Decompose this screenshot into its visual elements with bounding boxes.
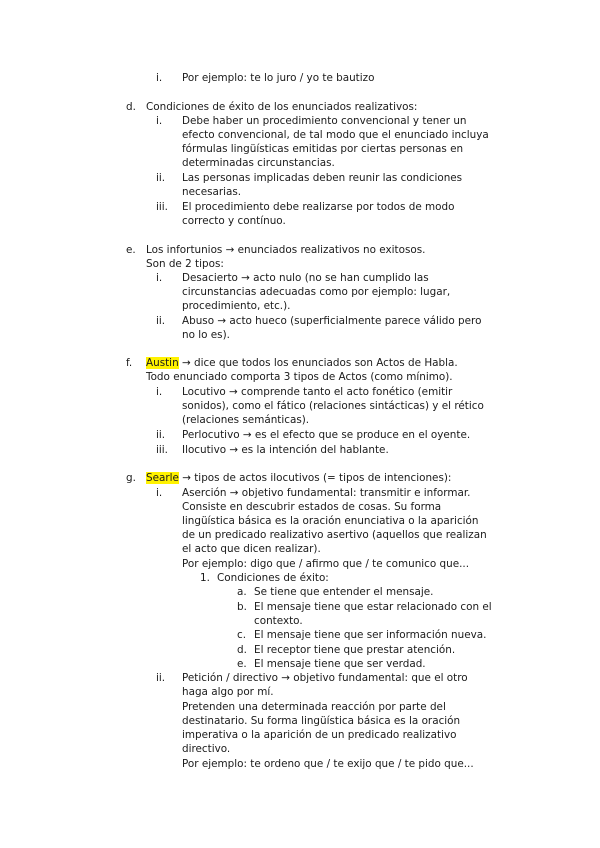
list-item-text: El receptor tiene que prestar atención. — [254, 644, 456, 656]
section-heading-text: → tipos de actos ilocutivos (= tipos de intenciones): — [178, 472, 452, 484]
list-item-text: imperativa o la aparición de un predicado realizativo — [182, 729, 457, 741]
list-marker: iii. — [156, 444, 168, 456]
list-item-text: Perlocutivo → es el efecto que se produce en el oyente. — [182, 429, 471, 441]
list-item-text: Las personas implicadas deben reunir las condiciones — [182, 172, 463, 184]
list-marker: i. — [156, 386, 163, 398]
list-item-text: Se tiene que entender el mensaje. — [254, 586, 434, 598]
list-marker: i. — [156, 72, 163, 84]
list-item-text: El mensaje tiene que estar relacionado con el — [254, 601, 492, 613]
list-item-text: Consiste en descubrir estados de cosas. Su forma — [182, 501, 442, 513]
section-marker-f: f. — [126, 357, 133, 369]
list-item-text: lingüística básica es la oración enunciativa o la aparición — [182, 515, 479, 527]
list-item-text: haga algo por mí. — [182, 686, 274, 698]
list-item-text: Locutivo → comprende tanto el acto fonético (emitir — [182, 386, 453, 398]
list-item-text: sonidos), como el fático (relaciones sintácticas) y el rético — [182, 400, 484, 412]
highlighted-term: Austin — [146, 357, 179, 369]
list-item-text: Petición / directivo → objetivo fundamental: que el otro — [182, 672, 468, 684]
list-marker: d. — [237, 644, 247, 656]
section-text: Todo enunciado comporta 3 tipos de Actos (como mínimo). — [146, 371, 453, 383]
list-item-text: Abuso → acto hueco (superficialmente parece válido pero — [182, 315, 482, 327]
list-item-text: el acto que dicen realizar). — [182, 543, 321, 555]
list-marker: a. — [237, 586, 247, 598]
list-marker: ii. — [156, 315, 166, 327]
list-item-text: Aserción → objetivo fundamental: transmitir e informar. — [182, 487, 471, 499]
list-item-text: (relaciones semánticas). — [182, 414, 310, 426]
list-marker: ii. — [156, 429, 166, 441]
list-marker: i. — [156, 272, 163, 284]
list-item-text: circunstancias adecuadas como por ejemplo: lugar, — [182, 286, 451, 298]
list-marker: 1. — [200, 572, 210, 584]
list-item-text: Condiciones de éxito: — [217, 572, 329, 584]
list-item-text: Ilocutivo → es la intención del hablante. — [182, 444, 389, 456]
list-item-text: Por ejemplo: digo que / afirmo que / te comunico que... — [182, 558, 470, 570]
list-item-text: procedimiento, etc.). — [182, 300, 291, 312]
list-marker: ii. — [156, 672, 166, 684]
list-marker: iii. — [156, 201, 168, 213]
list-item-text: correcto y contínuo. — [182, 215, 286, 227]
list-marker: ii. — [156, 172, 166, 184]
list-item-text: contexto. — [254, 615, 303, 627]
list-item-text: El mensaje tiene que ser verdad. — [254, 658, 426, 670]
section-marker-g: g. — [126, 472, 136, 484]
list-item-text: fórmulas lingüísticas emitidas por ciertas personas en — [182, 143, 464, 155]
list-item-text: de un predicado realizativo asertivo (aquellos que realizan — [182, 529, 487, 541]
section-heading-f — [146, 356, 458, 371]
section-heading-d: Condiciones de éxito de los enunciados realizativos: — [146, 101, 418, 113]
section-text: Son de 2 tipos: — [146, 258, 224, 270]
list-marker: i. — [156, 115, 163, 127]
list-marker: e. — [237, 658, 247, 670]
list-item-text: determinadas circunstancias. — [182, 157, 335, 169]
section-heading-e: Los infortunios → enunciados realizativos no exitosos. — [146, 244, 426, 256]
list-marker: c. — [237, 629, 247, 641]
highlighted-term: Searle — [146, 472, 179, 484]
section-marker-d: d. — [126, 101, 136, 113]
list-item-text: efecto convencional, de tal modo que el enunciado incluya — [182, 129, 489, 141]
list-marker: i. — [156, 487, 163, 499]
list-item-text: Por ejemplo: te lo juro / yo te bautizo — [182, 72, 375, 84]
section-heading-text: → dice que todos los enunciados son Actos de Habla. — [178, 357, 458, 369]
list-item-text: Debe haber un procedimiento convencional y tener un — [182, 115, 467, 127]
list-item-text: directivo. — [182, 743, 231, 755]
list-item-text: El procedimiento debe realizarse por todos de modo — [182, 201, 455, 213]
list-item-text: Desacierto → acto nulo (no se han cumplido las — [182, 272, 429, 284]
section-marker-e: e. — [126, 244, 136, 256]
list-item-text: Pretenden una determinada reacción por parte del — [182, 701, 446, 713]
list-item-text: destinatario. Su forma lingüística básica es la oración — [182, 715, 461, 727]
list-marker: b. — [237, 601, 247, 613]
list-item-text: Por ejemplo: te ordeno que / te exijo que / te pido que... — [182, 758, 474, 770]
list-item-text: no lo es). — [182, 329, 230, 341]
list-item-text: El mensaje tiene que ser información nueva. — [254, 629, 487, 641]
section-heading-g — [146, 471, 451, 486]
list-item-text: necesarias. — [182, 186, 242, 198]
